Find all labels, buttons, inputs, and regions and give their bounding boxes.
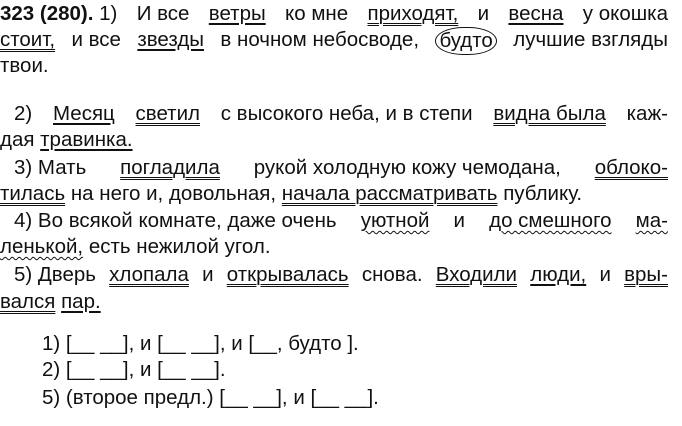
predicate-word: приходят, [367, 2, 459, 25]
sentence-2-line-1: 2) Месяц светил с высокого неба, и в степи видна была каж- [14, 102, 668, 125]
sentence-2-line-2: дая травинка. [0, 128, 133, 151]
subject-word: звезды [137, 28, 205, 51]
sentence-5-line-1: 5) Дверь хлопала и открывалась снова. Входили люди, и вры- [14, 263, 668, 286]
scheme-5: 5) (второе предл.) [__ __], и [__ __]. [42, 386, 379, 409]
attribute-word: уютной [360, 209, 430, 232]
predicate-word: видна была [493, 102, 606, 125]
predicate-word: вры- [624, 263, 668, 286]
circled-conjunction: будто [435, 27, 496, 55]
subject-word: весна [508, 2, 564, 25]
subject-word: люди, [530, 263, 587, 286]
predicate-word: тилась [0, 182, 66, 205]
predicate-word: открывалась [226, 263, 349, 286]
scheme-2: 2) [__ __], и [__ __]. [42, 358, 226, 381]
predicate-word: стоит, [0, 28, 56, 51]
sentence-5-line-2 [0, 289, 101, 315]
subject-word: ветры [208, 2, 266, 25]
predicate-word: Входили [435, 263, 518, 286]
sentence-1-line-1: 323 (280). 1) И все ветры ко мне приходят, и весна у окошка [0, 2, 668, 25]
predicate-word: светил [135, 102, 200, 125]
predicate-word: вался [0, 290, 56, 313]
sentence-3-line-1: 3) Мать погладила рукой холодную кожу чемодана, облоко- [14, 156, 668, 179]
attribute-word: ленькой, [0, 235, 84, 258]
sentence-4-line-2: ленькой, есть нежилой угол. [0, 235, 271, 258]
sentence-3-line-2: тилась на него и, довольная, начала рассматривать публику. [0, 182, 583, 205]
exercise-number: 323 (280). [0, 2, 94, 25]
subject-word: пар. [61, 290, 101, 313]
sentence-1-line-3: твои. [0, 54, 49, 77]
attribute-word: ма- [635, 209, 668, 232]
predicate-word: погладила [120, 156, 220, 179]
predicate-word: начала рассматривать [281, 182, 498, 205]
sentence-4-line-1: 4) Во всякой комнате, даже очень уютной и до смешного ма- [14, 209, 668, 232]
subject-word: травинка. [40, 128, 133, 151]
sentence-1-line-2: стоит, и все звезды в ночном небосводе, будто лучшие взгляды [0, 27, 668, 55]
predicate-word: хлопала [109, 263, 189, 286]
scheme-1: 1) [__ __], и [__ __], и [__, будто ]. [42, 332, 359, 355]
subject-word: Месяц [52, 102, 115, 125]
attribute-word: до смешного [489, 209, 612, 232]
predicate-word: облоко- [594, 156, 668, 179]
